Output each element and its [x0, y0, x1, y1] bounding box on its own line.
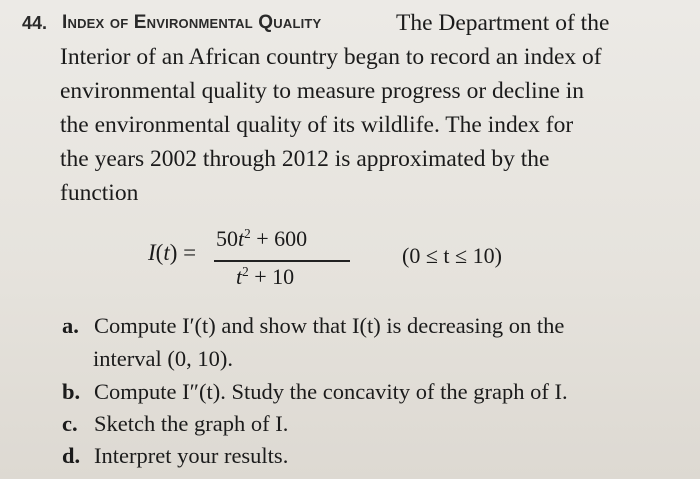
part-a-continued: interval (0, 10).	[93, 346, 233, 371]
part-label: d.	[62, 443, 81, 468]
part-b	[62, 379, 568, 405]
part-text: Compute I′(t) and show that I(t) is decreasing on the	[94, 313, 565, 338]
intro-line-5: the years 2002 through 2012 is approximated by the	[60, 146, 550, 172]
part-d	[62, 443, 288, 469]
index-equation	[0, 222, 700, 292]
part-text: Interpret your results.	[94, 443, 289, 468]
part-label: a.	[62, 313, 79, 338]
equation-domain: (0 ≤ t ≤ 10)	[402, 243, 502, 268]
part-text: Compute I″(t). Study the concavity of the graph of I.	[94, 379, 568, 404]
fraction-numerator: $50t^2 + 600$	[216, 226, 308, 251]
equation-lhs: I(t) =	[148, 240, 197, 265]
intro-line-6: function	[60, 180, 139, 206]
intro-line-2: Interior of an African country began to record an index of	[60, 44, 602, 70]
part-c	[62, 411, 288, 437]
intro-line-4: the environmental quality of its wildlife. The index for	[60, 112, 574, 138]
part-text: Sketch the graph of I.	[94, 411, 289, 436]
part-a	[62, 313, 564, 339]
fraction-bar	[214, 260, 350, 262]
part-label: b.	[62, 379, 81, 404]
fraction-denominator: $t^2 + 10$	[236, 264, 295, 289]
problem-title: Index of Environmental Quality	[62, 12, 322, 33]
intro-line-3: environmental quality to measure progress or decline in	[60, 78, 585, 104]
part-label: c.	[62, 411, 78, 436]
problem-number: 44.	[22, 13, 48, 33]
intro-line-1: The Department of the	[396, 10, 610, 36]
